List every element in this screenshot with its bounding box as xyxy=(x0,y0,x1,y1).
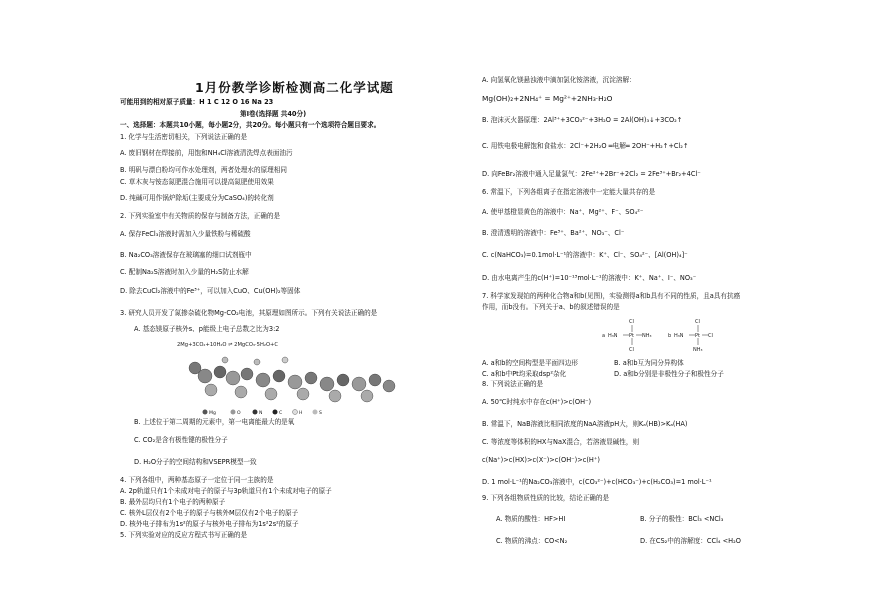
question-3: 3. 研究人员开发了氮掺杂硫化物Mg-CO₂电池，其原理如图所示。下列有关说法正确的是 xyxy=(120,309,378,317)
svg-text:H: H xyxy=(299,411,303,416)
svg-text:Cl: Cl xyxy=(708,333,713,339)
q5-option-a-equation: Mg(OH)₂+2NH₄⁺ = Mg²⁺+2NH₃·H₂O xyxy=(482,94,613,103)
q3-option-d: D. H₂O分子的空间结构和VSEPR模型一致 xyxy=(134,458,257,466)
exam-title: 1月份教学诊断检测高二化学试题 xyxy=(195,80,394,95)
question-6: 6. 常温下，下列各组离子在指定溶液中一定能大量共存的是 xyxy=(482,188,656,196)
q1-option-c: C. 草木灰与铵态氮肥混合施用可以提高氮肥使用效果 xyxy=(120,178,274,186)
q8-option-d: D. 1 mol·L⁻¹的Na₂CO₃溶液中，c(CO₃²⁻)+c(HCO₃⁻)+c(H₂CO₃)=1 mol·L⁻¹ xyxy=(482,478,712,486)
svg-text:Mg: Mg xyxy=(209,411,216,416)
q8-option-c: C. 等浓度等体积的HX与NaX混合，若溶液显碱性，则 xyxy=(482,438,640,446)
svg-text:Cl: Cl xyxy=(629,319,634,325)
svg-text:a: a xyxy=(602,333,606,339)
q6-option-d: D. 由水电离产生的c(H⁺)=10⁻¹³mol·L⁻¹的溶液中：K⁺、Na⁺、I⁻、NO₃⁻ xyxy=(482,274,697,282)
right-column xyxy=(482,0,822,615)
platinum-structures xyxy=(602,314,732,354)
question-7-line2: 作用，而b没有。下列关于a、b的叙述错误的是 xyxy=(482,303,620,311)
svg-text:Cl: Cl xyxy=(695,319,700,325)
q9-option-d: D. 在CS₂中的溶解度：CCl₄ <H₂O xyxy=(640,537,741,545)
q5-option-c: C. 用铁电极电解饱和食盐水：2Cl⁻+2H₂O ═电解═ 2OH⁻+H₂↑+Cl₂↑ xyxy=(482,142,689,150)
svg-text:NH₃: NH₃ xyxy=(642,333,652,339)
q7-option-a: A. a和b的空间构型是平面四边形 xyxy=(482,359,578,367)
q7-option-c: C. a和b中Pt均采取dsp²杂化 xyxy=(482,370,567,378)
q9-option-a: A. 物质的酸性：HF>HI xyxy=(496,515,566,523)
svg-text:Pt: Pt xyxy=(629,333,634,339)
electrode-lattice xyxy=(189,357,395,402)
q1-option-b: B. 明矾与漂白粉均可作水处理剂，两者处理水的原理相同 xyxy=(120,166,287,174)
q9-option-b: B. 分子的极性：BCl₃ <NCl₃ xyxy=(640,515,724,523)
structure-b xyxy=(668,319,713,353)
question-7-line1: 7. 科学家发现铂的两种化合物a和b(见图)，实验测得a和b具有不同的性质，且a具有抗癌 xyxy=(482,292,741,300)
q2-option-c: C. 配制Na₂S溶液时加入少量的H₂S防止水解 xyxy=(120,268,249,276)
q7-option-b: B. a和b互为同分异构体 xyxy=(614,359,684,367)
q5-option-d: D. 向FeBr₂溶液中通入足量氯气：2Fe²⁺+2Br⁻+2Cl₂ = 2Fe³⁺+Br₂+4Cl⁻ xyxy=(482,170,701,178)
svg-text:NH₃: NH₃ xyxy=(693,347,703,353)
q7-option-d: D. a和b分别是非极性分子和极性分子 xyxy=(614,370,724,378)
q8-option-a: A. 50℃时纯水中存在c(H⁺)>c(OH⁻) xyxy=(482,398,592,406)
q6-option-c: C. c(NaHCO₃)=0.1mol·L⁻¹的溶液中：K⁺、Cl⁻、SO₄²⁻、[Al(OH)₄]⁻ xyxy=(482,251,688,259)
left-column xyxy=(120,0,450,615)
question-4: 4. 下列各组中，两种基态原子一定位于同一主族的是 xyxy=(120,476,274,484)
q2-option-d: D. 除去CuCl₂溶液中的Fe³⁺，可以加入CuO、Cu(OH)₂等固体 xyxy=(120,287,301,295)
q4-option-a: A. 2p轨道只有1个未成对电子的原子与3p轨道只有1个未成对电子的原子 xyxy=(120,487,332,495)
q3-option-b: B. 上述位于第二周期的元素中，第一电离能最大的是氧 xyxy=(134,418,295,426)
q8-option-c-relation: c(Na⁺)>c(HX)>c(X⁻)>c(OH⁻)>c(H⁺) xyxy=(482,456,600,464)
battery-figure xyxy=(175,336,410,418)
q5-option-b: B. 泡沫灭火器原理：2Al³⁺+3CO₃²⁻+3H₂O = 2Al(OH)₃↓+3CO₂↑ xyxy=(482,116,683,124)
svg-text:N: N xyxy=(259,411,263,416)
part1-heading: 第Ⅰ卷(选择题 共40分) xyxy=(240,110,307,118)
section1-heading: 一、选择题：本题共10小题，每小题2分，共20分。每小题只有一个选项符合题目要求。 xyxy=(120,121,381,129)
svg-text:H₃N: H₃N xyxy=(674,333,684,339)
q8-option-b: B. 常温下，NaB溶液比相同浓度的NaA溶液pH大，则Kₐ(HB)>Kₐ(HA) xyxy=(482,420,688,428)
question-5: 5. 下列实验对应的反应方程式书写正确的是 xyxy=(120,531,248,539)
svg-text:C: C xyxy=(279,411,283,416)
question-9: 9. 下列各组物质性质的比较，结论正确的是 xyxy=(482,494,610,502)
q4-option-c: C. 核外L层仅有2个电子的原子与核外M层仅有2个电子的原子 xyxy=(120,509,299,517)
q9-option-c: C. 物质的沸点：CO<N₂ xyxy=(496,537,568,545)
svg-text:Cl: Cl xyxy=(629,347,634,353)
q5-option-a: A. 向氢氧化镁悬浊液中滴加氯化铵溶液，沉淀溶解： xyxy=(482,76,636,84)
q1-option-a: A. 废旧钢材在焊接前，用饱和NH₄Cl溶液清洗焊点表面油污 xyxy=(120,149,293,157)
q4-option-d: D. 核外电子排布为1s²的原子与核外电子排布为1s²2s²的原子 xyxy=(120,520,299,528)
q3-option-a: A. 基态镁原子核外s、p能级上电子总数之比为3:2 xyxy=(134,325,280,333)
q4-option-b: B. 最外层均只有1个电子的两种原子 xyxy=(120,498,226,506)
atomic-masses: 可能用到的相对原子质量：H 1 C 12 O 16 Na 23 xyxy=(120,98,274,106)
structure-a xyxy=(602,319,652,353)
figure-equation: 2Mg+3CO₂+10H₂O ⇌ 2MgCO₃·5H₂O+C xyxy=(177,342,278,348)
q6-option-a: A. 使甲基橙显黄色的溶液中：Na⁺、Mg²⁺、F⁻、SO₄²⁻ xyxy=(482,208,644,216)
q1-option-d: D. 纯碱可用作锅炉除垢(主要成分为CaSO₄)的转化剂 xyxy=(120,194,274,202)
q2-option-b: B. Na₂CO₃溶液保存在玻璃塞的细口试剂瓶中 xyxy=(120,251,252,259)
figure-legend xyxy=(203,410,323,417)
svg-text:Pt: Pt xyxy=(695,333,700,339)
question-2: 2. 下列实验室中有关物质的保存与制备方法，正确的是 xyxy=(120,212,281,220)
question-8: 8. 下列说法正确的是 xyxy=(482,380,544,388)
question-1: 1. 化学与生活密切相关，下列说法正确的是 xyxy=(120,133,248,141)
q2-option-a: A. 保存FeCl₃溶液时需加入少量铁粉与稀硫酸 xyxy=(120,230,251,238)
svg-text:S: S xyxy=(319,411,322,416)
q6-option-b: B. 澄清透明的溶液中：Fe³⁺、Ba²⁺、NO₃⁻、Cl⁻ xyxy=(482,229,625,237)
svg-text:H₃N: H₃N xyxy=(608,333,618,339)
svg-text:b: b xyxy=(668,333,672,339)
q3-option-c: C. CO₂是含有极性键的极性分子 xyxy=(134,436,228,444)
svg-text:O: O xyxy=(237,411,241,416)
